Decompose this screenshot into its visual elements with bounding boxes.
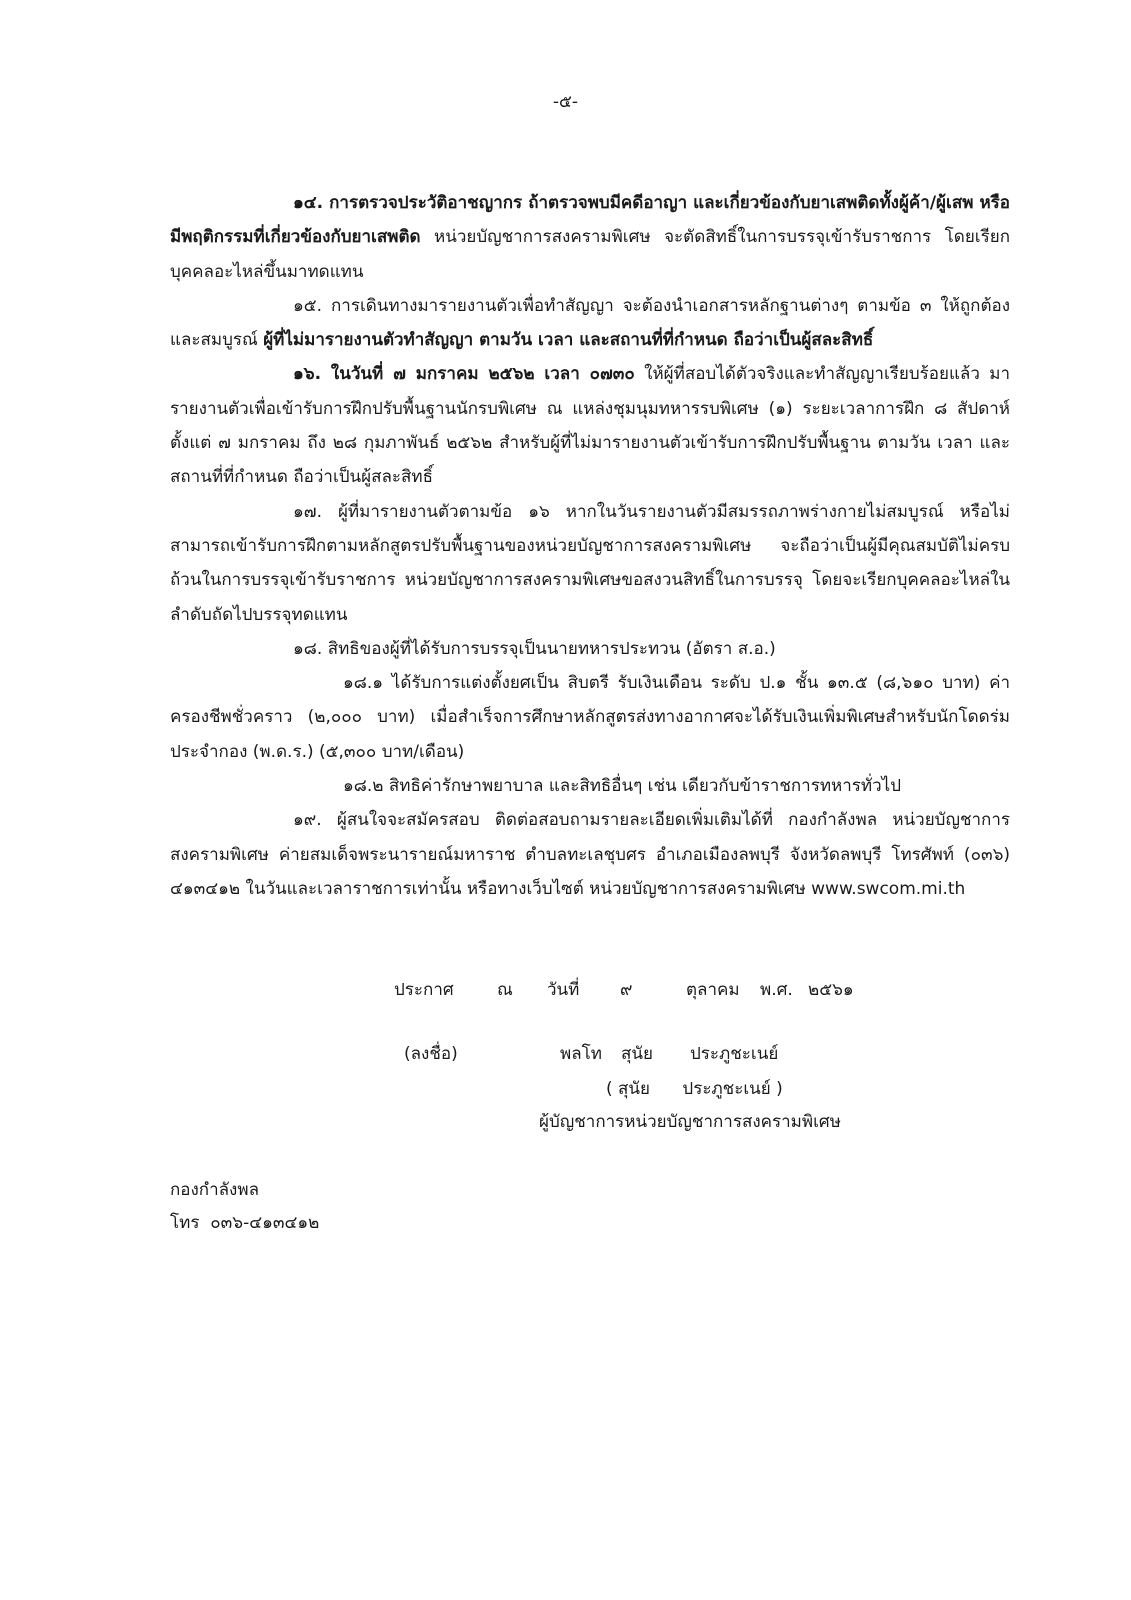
paragraph-18-1: ๑๘.๑ ได้รับการแต่งตั้งยศเป็น สิบตรี รับเงินเดือน ระดับ ป.๑ ชั้น ๑๓.๕ (๘,๖๑๐ บาท) ค่าครองชีพชั่วคราว (๒,๐๐๐ บาท) เมื่อสำเร็จการศึกษาหลักสูตรส่งทางอากาศจะได้รับเงินเพิ่มพิเศษสำหรับนักโดดร่มประจำกอง (พ.ด.ร.) (๕,๓๐๐ บาท/เดือน) [170, 673, 1010, 762]
announcement-day-label: วันที่ [547, 980, 580, 1000]
announcement-month: ตุลาคม [686, 980, 740, 1000]
footer-phone: โทร ๐๓๖-๔๑๓๔๑๒ [170, 1213, 320, 1233]
signer-last-name: ประภูชะเนย์ [690, 1044, 779, 1064]
signer-position: ผู้บัญชาการหน่วยบัญชาการสงครามพิเศษ [539, 1112, 841, 1132]
paragraph-18: ๑๘. สิทธิของผู้ที่ได้รับการบรรจุเป็นนายทหารประทวน (อัตรา ส.อ.) [293, 638, 776, 659]
signer-printed-name: ( สุนัย ประภูชะเนย์ ) [606, 1079, 783, 1099]
paragraph-19: ๑๙. ผู้สนใจจะสมัครสอบ ติดต่อสอบถามรายละเอียดเพิ่มเติมได้ที่ กองกำลังพล หน่วยบัญชาการสงครามพิเศษ ค่ายสมเด็จพระนารายณ์มหาราช ตำบลทะเลชุบศร อำเภอเมืองลพบุรี จังหวัดลพบุรี โทรศัพท์ (๐๓๖) ๔๑๓๔๑๒ ในวันและเวลาราชการเท่านั้น หรือทางเว็บไซต์ หน่วยบัญชาการสงครามพิเศษ www.swcom.mi.th [170, 810, 1010, 899]
paragraph-14-bold: ๑๔. การตรวจประวัติอาชญากร ถ้าตรวจพบมีคดีอาญา และเกี่ยวข้องกับยาเสพติดทั้งผู้ค้า/ผู้เสพ หรือมีพฤติกรรมที่เกี่ยวข้องกับยาเสพติด [170, 193, 1010, 248]
announcement-day: ๙ [620, 980, 633, 1000]
announcement-year: ๒๕๖๑ [808, 980, 854, 1000]
announcement-body [170, 186, 1010, 906]
paragraph-17: ๑๗. ผู้ที่มารายงานตัวตามข้อ ๑๖ หากในวันรายงานตัวมีสมรรถภาพร่างกายไม่สมบูรณ์ หรือไม่สามารถเข้ารับการฝึกตามหลักสูตรปรับพื้นฐานของหน่วยบัญชาการสงครามพิเศษ จะถือว่าเป็นผู้มีคุณสมบัติไม่ครบถ้วนในการบรรจุเข้ารับราชการ หน่วยบัญชาการสงครามพิเศษขอสงวนสิทธิ์ในการบรรจุ โดยจะเรียกบุคคลอะไหล่ในลำดับถัดไปบรรจุทดแทน [170, 501, 1010, 625]
signed-label: (ลงชื่อ) [404, 1044, 458, 1064]
signer-first-name: สุนัย [621, 1044, 653, 1064]
announcement-label: ประกาศ [394, 980, 454, 1000]
signer-rank: พลโท [560, 1044, 602, 1064]
paragraph-16 [170, 357, 1010, 494]
paragraph-16-bold: ๑๖. ในวันที่ ๗ มกราคม ๒๕๖๒ เวลา ๐๗๓๐ [293, 364, 635, 385]
paragraph-18-2: ๑๘.๒ สิทธิค่ารักษาพยาบาล และสิทธิอื่นๆ เช่น เดียวกับข้าราชการทหารทั่วไป [343, 776, 902, 797]
announcement-at: ณ [497, 980, 513, 1000]
announcement-year-label: พ.ศ. [760, 980, 793, 1000]
paragraph-14 [170, 186, 1010, 289]
paragraph-15-text: ๑๕. การเดินทางมารายงานตัวเพื่อทำสัญญา จะต้องนำเอกสารหลักฐานต่างๆ ตามข้อ ๓ ให้ถูกต้องและสมบูรณ์ [170, 295, 1010, 351]
paragraph-15 [170, 289, 1010, 358]
paragraph-15-bold: ผู้ที่ไม่มารายงานตัวทำสัญญา ตามวัน เวลา และสถานที่ที่กำหนด ถือว่าเป็นผู้สละสิทธิ์ [263, 330, 874, 351]
paragraph-14-text: หน่วยบัญชาการสงครามพิเศษ จะตัดสิทธิ์ในการบรรจุเข้ารับราชการ โดยเรียกบุคคลอะไหล่ขึ้นมาทดแทน [170, 227, 1010, 282]
paragraph-16-text: ให้ผู้ที่สอบได้ตัวจริงและทำสัญญาเรียบร้อยแล้ว มารายงานตัวเพื่อเข้ารับการฝึกปรับพื้นฐานนักรบพิเศษ ณ แหล่งชุมนุมทหารรบพิเศษ (๑) ระยะเวลาการฝึก ๘ สัปดาห์ ตั้งแต่ ๗ มกราคม ถึง ๒๘ กุมภาพันธ์ ๒๕๖๒ สำหรับผู้ที่ไม่มารายงานตัวเข้ารับการฝึกปรับพื้นฐาน ตามวัน เวลา และสถานที่ที่กำหนด ถือว่าเป็นผู้สละสิทธิ์ [170, 364, 1010, 488]
page-number: -๕- [552, 92, 579, 112]
footer-office: กองกำลังพล [170, 1180, 259, 1200]
